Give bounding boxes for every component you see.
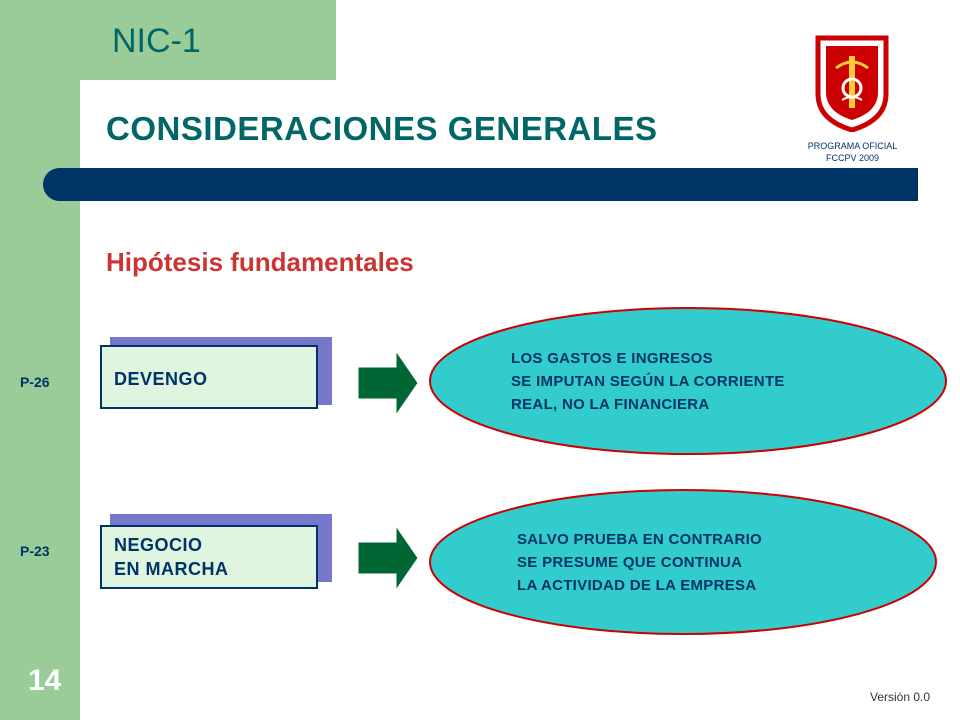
arrow-right-icon: [358, 351, 418, 415]
page-title: CONSIDERACIONES GENERALES: [106, 110, 658, 147]
program-line-1: PROGRAMA OFICIAL: [807, 141, 898, 151]
description-line: LOS GASTOS E INGRESOS: [511, 350, 713, 367]
concept-card-devengo: [100, 345, 318, 409]
paragraph-ref-1: P-26: [20, 374, 50, 390]
description-line: LA ACTIVIDAD DE LA EMPRESA: [517, 577, 757, 594]
concept-card-negocio-en-marcha: [100, 525, 318, 589]
paragraph-ref-2: P-23: [20, 543, 50, 559]
concept-label-line-1: DEVENGO: [114, 369, 208, 389]
description-line: REAL, NO LA FINANCIERA: [511, 396, 710, 413]
left-green-band: [0, 0, 80, 720]
description-line: SE PRESUME QUE CONTINUA: [517, 554, 743, 571]
version-label: Versión 0.0: [870, 690, 931, 704]
concept-label-line-2: EN MARCHA: [114, 559, 229, 579]
page-number: 14: [28, 664, 62, 697]
seal-icon: [810, 32, 894, 132]
concept-label-line-1: NEGOCIO: [114, 535, 203, 555]
description-line: SALVO PRUEBA EN CONTRARIO: [517, 531, 763, 548]
arrow-right-icon: [358, 526, 418, 590]
nic-code: NIC-1: [112, 22, 201, 60]
program-line-2: FCCPV 2009: [825, 153, 880, 163]
program-label: [780, 140, 925, 164]
section-subtitle: Hipótesis fundamentales: [106, 247, 414, 277]
concept-label: [114, 533, 229, 581]
title-underline-bar: [43, 168, 918, 201]
description-text-2: [517, 528, 762, 597]
description-text-1: [511, 347, 785, 416]
description-line: SE IMPUTAN SEGÚN LA CORRIENTE: [511, 373, 785, 390]
concept-label: [114, 367, 208, 391]
